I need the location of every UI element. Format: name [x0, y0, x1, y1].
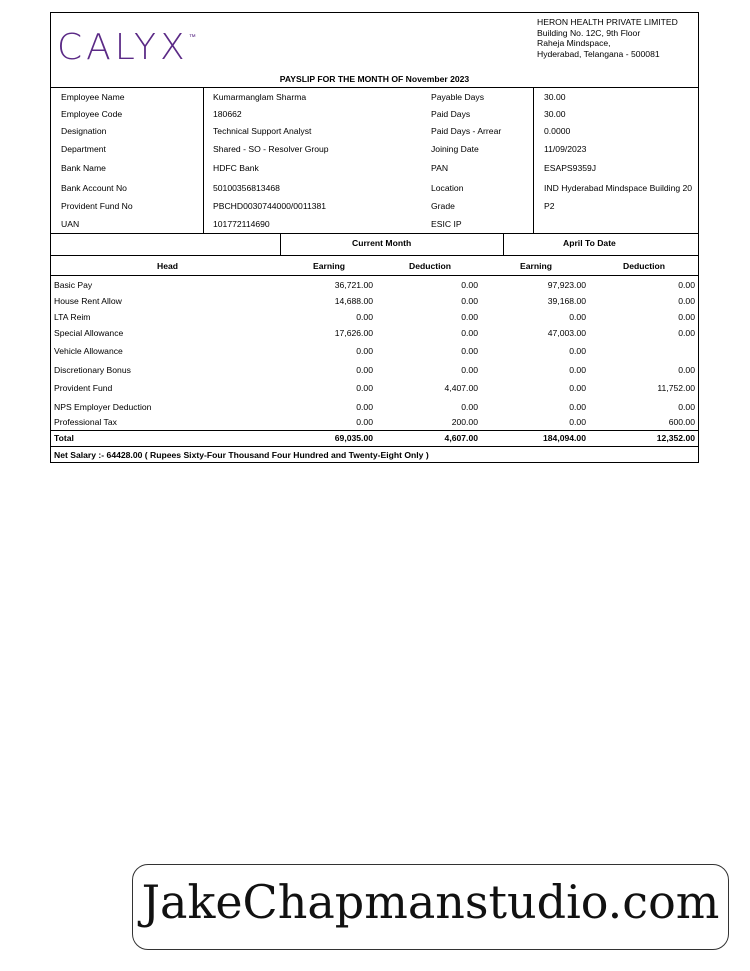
- row-deduction: 200.00: [451, 417, 478, 427]
- company-name: HERON HEALTH PRIVATE LIMITED: [537, 17, 678, 27]
- info-label: PAN: [431, 163, 449, 173]
- row-head: House Rent Allow: [54, 296, 122, 306]
- ytd-deduction-column-header: Deduction: [623, 261, 666, 271]
- row-ytd-earning: 97,923.00: [547, 280, 586, 290]
- row-earning: 36,721.00: [334, 280, 373, 290]
- info-label: Paid Days: [431, 109, 471, 119]
- total-ytd-deduction: 12,352.00: [656, 433, 695, 443]
- info-label: Payable Days: [431, 92, 485, 102]
- info-value: 101772114690: [213, 219, 270, 229]
- info-value: Shared - SO - Resolver Group: [213, 144, 329, 154]
- table-row: [51, 278, 698, 293]
- info-row: [51, 159, 698, 177]
- row-head: NPS Employer Deduction: [54, 402, 152, 412]
- info-value: Technical Support Analyst: [213, 126, 312, 136]
- info-label: Designation: [61, 126, 107, 136]
- info-label: Grade: [431, 201, 455, 211]
- payslip-title: PAYSLIP FOR THE MONTH OF November 2023: [51, 74, 698, 88]
- row-ytd-deduction: 0.00: [678, 296, 695, 306]
- company-address-line: Building No. 12C, 9th Floor: [537, 27, 641, 38]
- info-row: [51, 88, 698, 106]
- ytd-earning-column-header: Earning: [520, 261, 552, 271]
- net-salary-text: Net Salary :- 64428.00 ( Rupees Sixty-Four Thousand Four Hundred and Twenty-Eight Only ): [54, 450, 429, 460]
- row-head: LTA Reim: [54, 312, 91, 322]
- info-value: 30.00: [544, 92, 566, 102]
- info-row: [51, 105, 698, 123]
- section-divider: [51, 275, 698, 276]
- row-head: Provident Fund: [54, 383, 113, 393]
- row-earning: 0.00: [356, 383, 373, 393]
- company-address-line: Raheja Mindspace,: [537, 38, 611, 48]
- total-row: [51, 431, 698, 446]
- payslip-header: [51, 13, 698, 86]
- info-value: 0.0000: [544, 126, 571, 136]
- row-ytd-earning: 0.00: [569, 346, 586, 356]
- company-address-block: [537, 17, 678, 59]
- total-deduction: 4,607.00: [444, 433, 478, 443]
- info-value: ESAPS9359J: [544, 163, 597, 173]
- table-row: [51, 310, 698, 325]
- row-ytd-earning: 0.00: [569, 383, 586, 393]
- info-row: [51, 197, 698, 215]
- info-label: Joining Date: [431, 144, 479, 154]
- info-value: P2: [544, 201, 555, 211]
- current-month-header: Current Month: [352, 238, 412, 248]
- payslip-document: [50, 12, 699, 463]
- row-head: Vehicle Allowance: [54, 346, 123, 356]
- row-deduction: 0.00: [461, 280, 478, 290]
- table-row: [51, 381, 698, 396]
- row-ytd-deduction: 0.00: [678, 312, 695, 322]
- table-row: [51, 344, 698, 359]
- row-earning: 0.00: [356, 365, 373, 375]
- info-value: Kumarmanglam Sharma: [213, 92, 307, 102]
- april-to-date-header: April To Date: [563, 238, 616, 248]
- row-earning: 0.00: [356, 402, 373, 412]
- row-ytd-deduction: 0.00: [678, 280, 695, 290]
- row-ytd-deduction: 0.00: [678, 328, 695, 338]
- row-ytd-deduction: 600.00: [668, 417, 695, 427]
- info-label: UAN: [61, 219, 80, 229]
- info-row: [51, 179, 698, 197]
- head-column-header: Head: [157, 261, 179, 271]
- info-value: IND Hyderabad Mindspace Building 20: [544, 183, 693, 193]
- info-value: 180662: [213, 109, 242, 119]
- info-label: Provident Fund No: [61, 201, 133, 211]
- row-deduction: 4,407.00: [444, 383, 478, 393]
- row-ytd-earning: 0.00: [569, 365, 586, 375]
- column-divider: [280, 233, 281, 255]
- info-row: [51, 140, 698, 158]
- row-ytd-deduction: 11,752.00: [657, 383, 695, 393]
- row-head: Professional Tax: [54, 417, 117, 427]
- row-ytd-deduction: 0.00: [678, 402, 695, 412]
- watermark-banner: [132, 864, 729, 950]
- info-row: [51, 215, 698, 233]
- row-earning: 14,688.00: [334, 296, 373, 306]
- row-earning: 0.00: [356, 417, 373, 427]
- row-deduction: 0.00: [461, 296, 478, 306]
- row-head: Discretionary Bonus: [54, 365, 131, 375]
- total-earning: 69,035.00: [334, 433, 373, 443]
- row-deduction: 0.00: [461, 312, 478, 322]
- row-head: Special Allowance: [54, 328, 124, 338]
- info-row: [51, 122, 698, 140]
- deduction-column-header: Deduction: [409, 261, 452, 271]
- row-ytd-deduction: 0.00: [678, 365, 695, 375]
- company-logo: CALYX™: [57, 27, 196, 68]
- company-address-line: Hyderabad, Telangana - 500081: [537, 48, 660, 59]
- watermark-text: JakeChapmanstudio.com: [141, 875, 720, 929]
- section-divider: [51, 233, 698, 234]
- table-row: [51, 415, 698, 430]
- row-ytd-earning: 39,168.00: [547, 296, 586, 306]
- info-value: 30.00: [544, 109, 566, 119]
- row-earning: 17,626.00: [334, 328, 373, 338]
- total-ytd-earning: 184,094.00: [542, 433, 586, 443]
- row-deduction: 0.00: [461, 365, 478, 375]
- net-salary-divider: [51, 446, 698, 447]
- info-value: HDFC Bank: [213, 163, 259, 173]
- table-row: [51, 363, 698, 378]
- info-label: Employee Code: [61, 109, 123, 119]
- row-head: Basic Pay: [54, 280, 93, 290]
- column-divider: [503, 233, 504, 255]
- info-label: Bank Account No: [61, 183, 127, 193]
- table-row: [51, 400, 698, 415]
- row-ytd-earning: 0.00: [569, 402, 586, 412]
- row-ytd-earning: 0.00: [569, 312, 586, 322]
- row-earning: 0.00: [356, 312, 373, 322]
- row-ytd-earning: 0.00: [569, 417, 586, 427]
- section-divider: [51, 255, 698, 256]
- total-label: Total: [54, 433, 74, 443]
- info-label: Paid Days - Arrear: [431, 126, 502, 136]
- info-value: 50100356813468: [213, 183, 280, 193]
- info-label: Department: [61, 144, 106, 154]
- table-row: [51, 326, 698, 341]
- row-deduction: 0.00: [461, 328, 478, 338]
- row-ytd-earning: 47,003.00: [547, 328, 586, 338]
- info-label: Location: [431, 183, 464, 193]
- info-value: PBCHD0030744000/0011381: [213, 201, 327, 211]
- earning-column-header: Earning: [313, 261, 345, 271]
- table-row: [51, 294, 698, 309]
- info-label: ESIC IP: [431, 219, 462, 229]
- column-divider: [533, 88, 534, 233]
- column-divider: [203, 88, 204, 233]
- info-value: 11/09/2023: [544, 144, 587, 154]
- info-label: Bank Name: [61, 163, 106, 173]
- row-earning: 0.00: [356, 346, 373, 356]
- row-deduction: 0.00: [461, 402, 478, 412]
- info-label: Employee Name: [61, 92, 125, 102]
- row-deduction: 0.00: [461, 346, 478, 356]
